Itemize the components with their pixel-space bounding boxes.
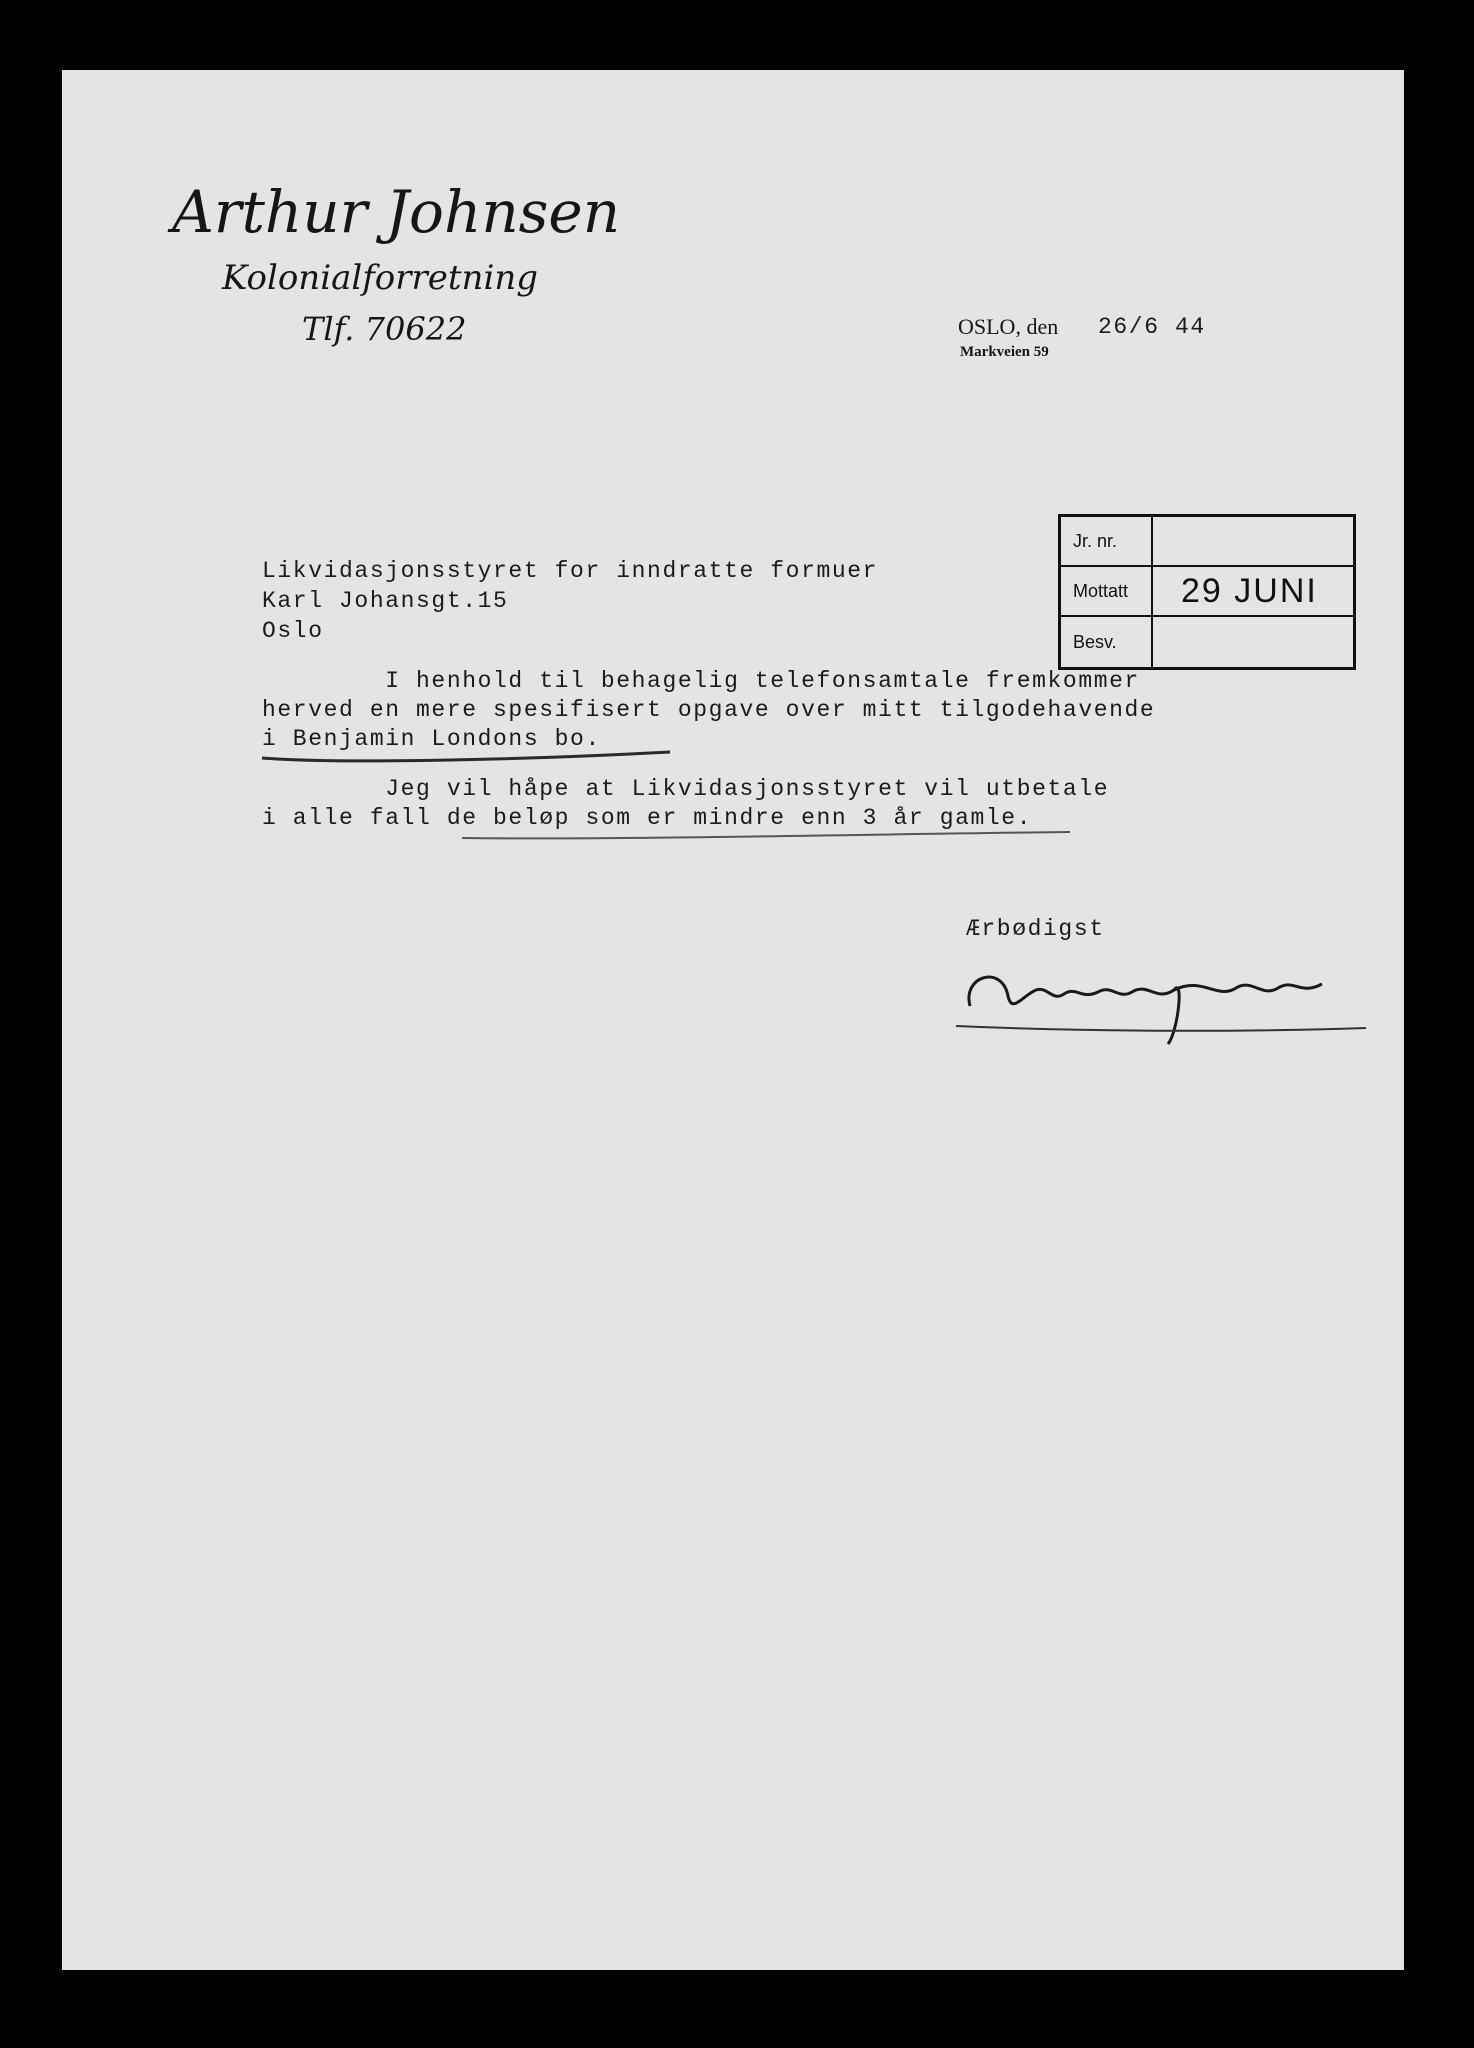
body-paragraph-1-line-2: herved en mere spesifisert opgave over mitt tilgodehavende (262, 697, 1156, 723)
recipient-line-1: Likvidasjonsstyret for inndratte formuer (262, 558, 879, 584)
body-paragraph-1-line-3: i Benjamin Londons bo. (262, 726, 601, 752)
stamp-mottatt-label: Mottatt (1061, 567, 1153, 617)
received-stamp (1058, 514, 1356, 670)
letterhead-name: Arthur Johnsen (172, 178, 621, 246)
dateline-address: Markveien 59 (960, 344, 1049, 360)
handwritten-signature (952, 936, 1372, 1046)
letterhead-phone: Tlf. 70622 (302, 310, 467, 348)
stamp-mottatt-value: 29 JUNI (1153, 567, 1353, 617)
handwritten-underline-1 (258, 744, 678, 768)
dateline-date: 26/6 44 (1098, 314, 1206, 340)
body-paragraph-1-line-1: I henhold til behagelig telefonsamtale fremkommer (262, 668, 1140, 694)
dateline-city: OSLO, den (958, 314, 1059, 339)
handwritten-underline-2 (458, 826, 1078, 846)
body-paragraph-2-line-1: Jeg vil håpe at Likvidasjonsstyret vil utbetale (262, 776, 1110, 802)
stamp-jr-value (1153, 517, 1353, 567)
recipient-line-3: Oslo (262, 618, 324, 644)
closing-salutation: Ærbødigst (966, 916, 1105, 942)
letter-page (62, 70, 1404, 1970)
body-paragraph-2-line-2: i alle fall de beløp som er mindre enn 3 år gamle. (262, 805, 1033, 831)
letterhead-business: Kolonialforretning (222, 258, 538, 298)
recipient-line-2: Karl Johansgt.15 (262, 588, 509, 614)
stamp-besv-boxes (1153, 617, 1353, 667)
stamp-jr-label: Jr. nr. (1061, 517, 1153, 567)
stamp-besv-label: Besv. (1061, 617, 1153, 667)
